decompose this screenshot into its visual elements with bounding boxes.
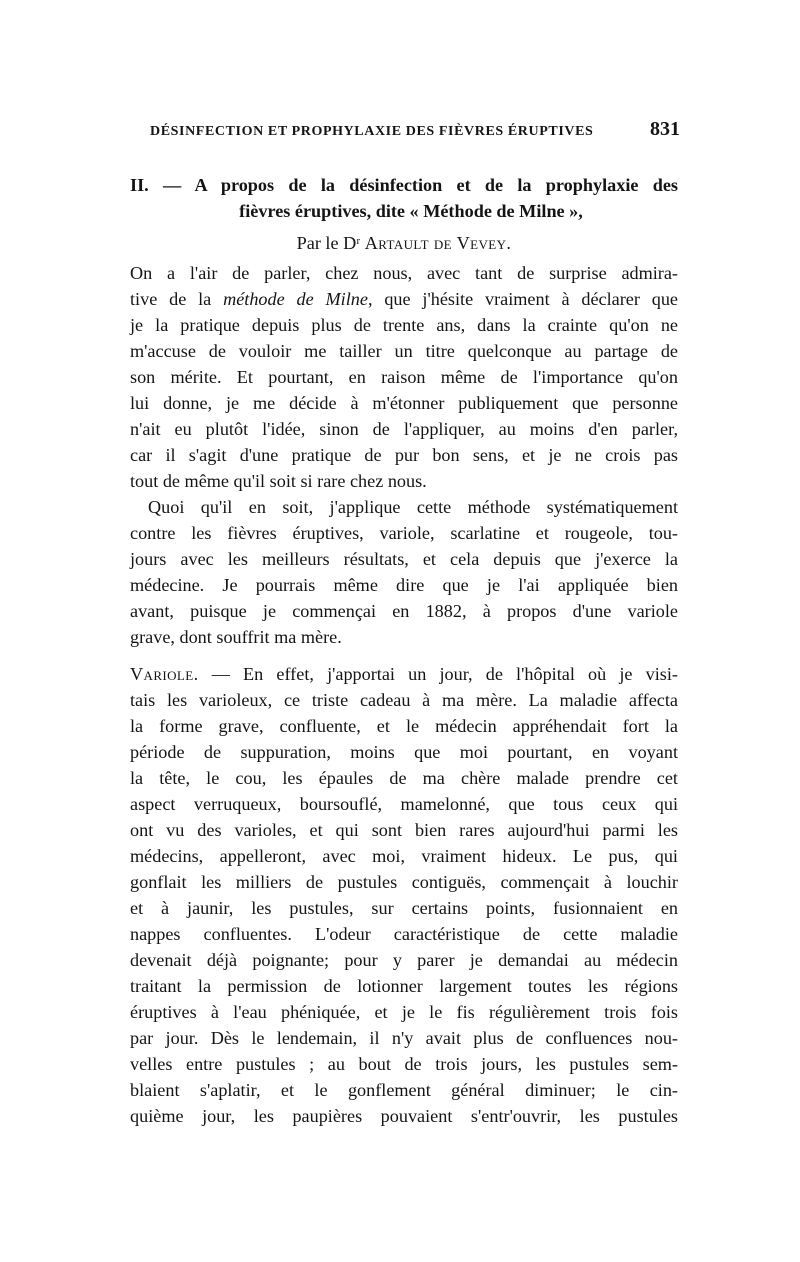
- paragraph-3-line-9: gonflait les milliers de pustules contiguës, commençait à louchir: [130, 872, 678, 892]
- paragraph-3-line-15: par jour. Dès le lendemain, il n'y avait plus de confluences nou-: [130, 1028, 678, 1048]
- paragraph-3-line-18: quième jour, les paupières pouvaient s'entr'ouvrir, les pustules: [130, 1106, 678, 1126]
- paragraph-1-line-3: je la pratique depuis plus de trente ans, dans la crainte qu'on ne: [130, 315, 678, 335]
- paragraph-3-line-17: blaient s'aplatir, et le gonflement général diminuer; le cin-: [130, 1080, 678, 1100]
- paragraph-3-line-6: aspect verruqueux, boursouflé, mamelonné, que tous ceux qui: [130, 794, 678, 814]
- paragraph-2-line-2: contre les fièvres éruptives, variole, scarlatine et rougeole, tou-: [130, 523, 678, 543]
- paragraph-3-line-7: ont vu des varioles, et qui sont bien rares aujourd'hui parmi les: [130, 820, 678, 840]
- article-title-line-1: II. — A propos de la désinfection et de la prophylaxie des: [130, 175, 678, 195]
- paragraph-2-line-3: jours avec les meilleurs résultats, et cela depuis que j'exerce la: [130, 549, 678, 569]
- text-span: — En effet, j'apportai un jour, de l'hôpital où je visi-: [198, 664, 678, 684]
- running-title: DÉSINFECTION ET PROPHYLAXIE DES FIÈVRES ÉRUPTIVES: [150, 124, 594, 139]
- paragraph-1-line-7: n'ait eu plutôt l'idée, sinon de l'appliquer, au moins d'en parler,: [130, 419, 678, 439]
- paragraph-2-line-1: Quoi qu'il en soit, j'applique cette méthode systématiquement: [148, 497, 678, 517]
- section-label: Variole.: [130, 664, 199, 684]
- paragraph-3-line-14: éruptives à l'eau phéniquée, et je le fis régulièrement trois fois: [130, 1002, 678, 1022]
- paragraph-3-line-11: nappes confluentes. L'odeur caractéristique de cette maladie: [130, 924, 678, 944]
- paragraph-3-line-5: la tête, le cou, les épaules de ma chère malade prendre cet: [130, 768, 678, 788]
- paragraph-3-line-2: tais les varioleux, ce triste cadeau à ma mère. La maladie affecta: [130, 690, 678, 710]
- byline: [130, 230, 678, 256]
- running-header: [150, 118, 680, 141]
- paragraph-3-line-10: et à jaunir, les pustules, sur certains points, fusionnaient en: [130, 898, 678, 918]
- article-title-line-2: fièvres éruptives, dite « Méthode de Milne »,: [239, 201, 583, 221]
- paragraph-2-line-4: médecine. Je pourrais même dire que je l'ai appliquée bien: [130, 575, 678, 595]
- paragraph-1-line-5: son mérite. Et pourtant, en raison même de l'importance qu'on: [130, 367, 678, 387]
- byline-author: Artault de Vevey.: [364, 233, 512, 253]
- paragraph-3-line-1: [130, 661, 678, 687]
- paragraph-3-line-8: médecins, appelleront, avec moi, vraiment hideux. Le pus, qui: [130, 846, 678, 866]
- paragraph-2-line-5: avant, puisque je commençai en 1882, à propos d'une variole: [130, 601, 678, 621]
- paragraph-1-line-4: m'accuse de vouloir me tailler un titre quelconque au partage de: [130, 341, 678, 361]
- paragraph-1-line-6: lui donne, je me décide à m'étonner publiquement que personne: [130, 393, 678, 413]
- italic-term: méthode de Milne: [223, 289, 368, 309]
- paragraph-1-line-2: [130, 286, 678, 312]
- paragraph-1-line-1: On a l'air de parler, chez nous, avec tant de surprise admira-: [130, 263, 678, 283]
- paragraph-2-line-6: grave, dont souffrit ma mère.: [130, 627, 342, 647]
- paragraph-3-line-4: période de suppuration, moins que moi pourtant, en voyant: [130, 742, 678, 762]
- paragraph-3-line-16: velles entre pustules ; au bout de trois jours, les pustules sem-: [130, 1054, 678, 1074]
- paragraph-3-line-12: devenait déjà poignante; pour y parer je demandai au médecin: [130, 950, 678, 970]
- byline-prefix: Par le Dʳ: [296, 233, 365, 253]
- paragraph-1-line-9: tout de même qu'il soit si rare chez nous.: [130, 471, 427, 491]
- paragraph-1-line-8: car il s'agit d'une pratique de pur bon sens, et je ne crois pas: [130, 445, 678, 465]
- text-span: , que j'hésite vraiment à déclarer que: [367, 289, 678, 309]
- page-number: 831: [650, 118, 680, 140]
- text-span: tive de la: [130, 289, 224, 309]
- paragraph-3-line-13: traitant la permission de lotionner largement toutes les régions: [130, 976, 678, 996]
- paragraph-3-line-3: la forme grave, confluente, et le médecin appréhendait fort la: [130, 716, 678, 736]
